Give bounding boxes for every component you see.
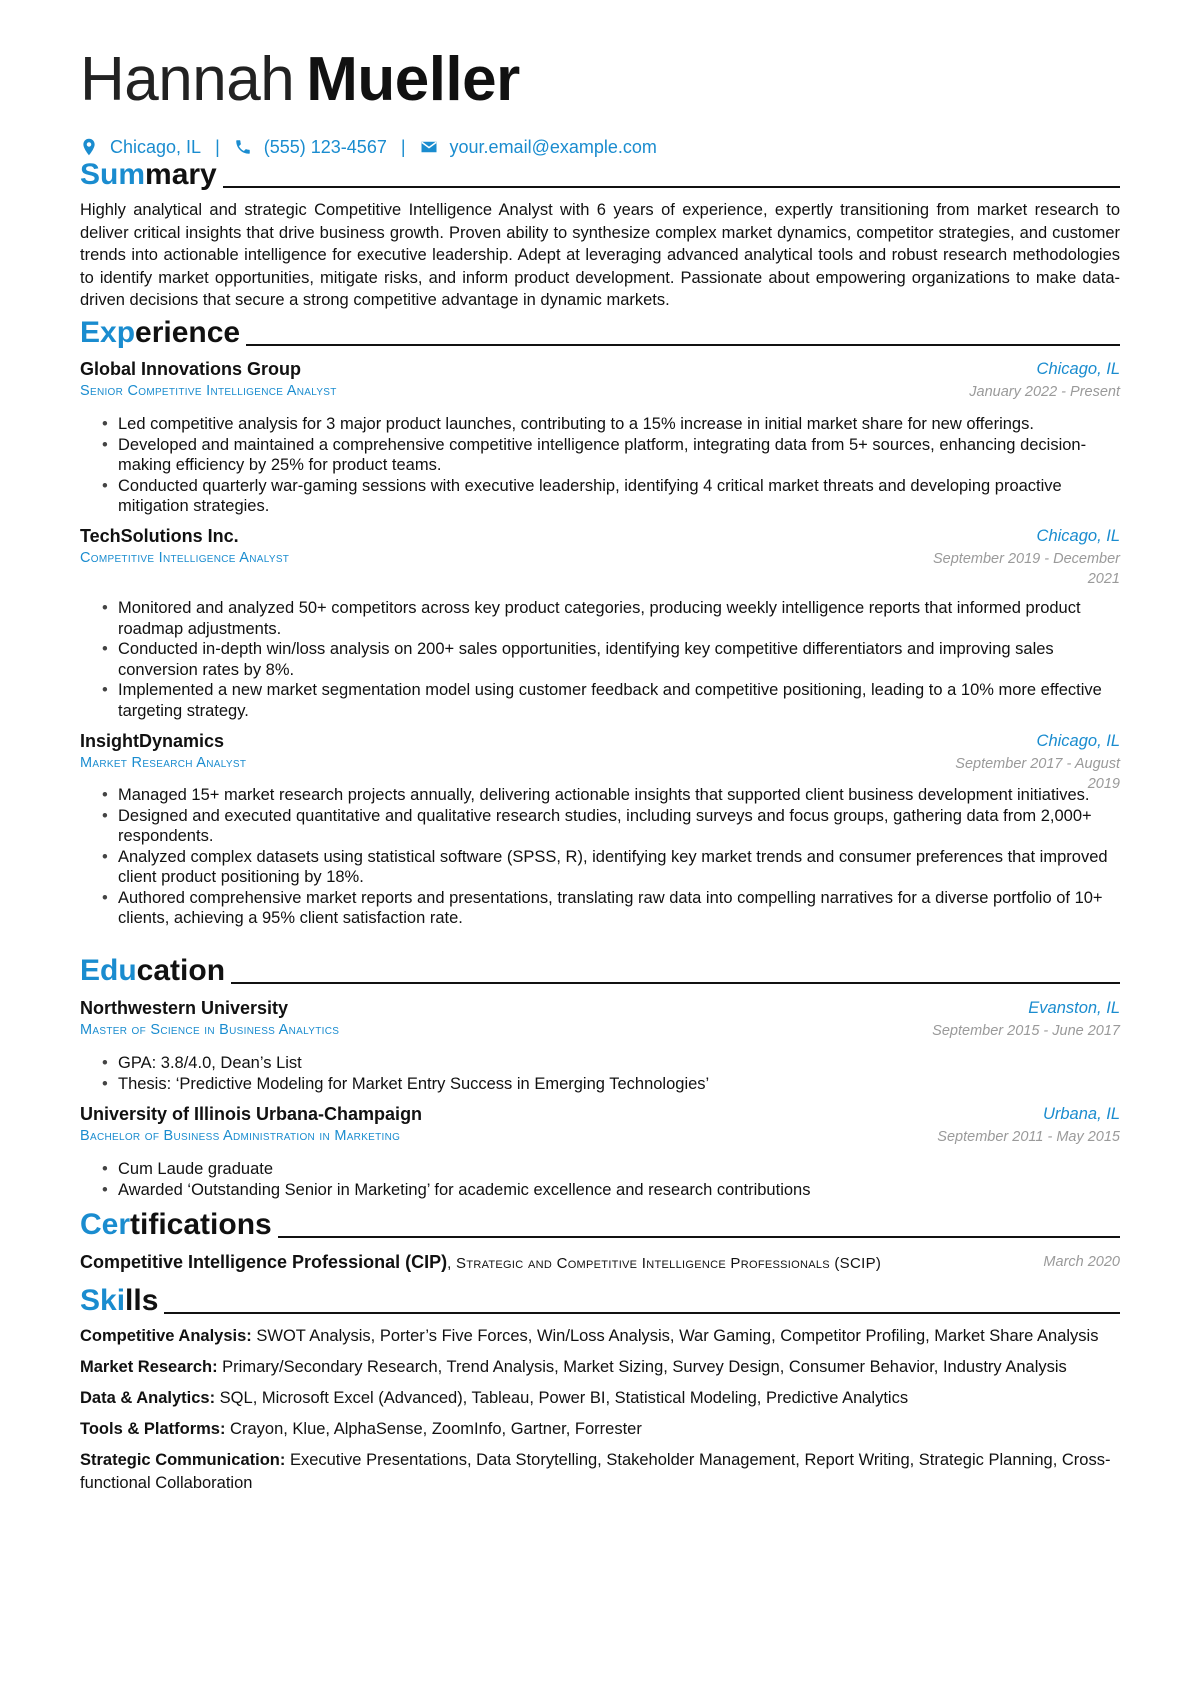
list-item: • Cum Laude graduate: [100, 1159, 1120, 1180]
certification-entry: [80, 1250, 1120, 1274]
list-item: • Conducted in-depth win/loss analysis on 200+ sales opportunities, identifying key competitive differentiators and improving sales conversion rates by 8%.: [100, 639, 1120, 680]
education-title: [80, 954, 225, 988]
education-bullets: [100, 1159, 1120, 1200]
job-location: Chicago, IL: [1036, 527, 1120, 545]
school-location: Evanston, IL: [1028, 999, 1120, 1017]
separator: |: [215, 137, 220, 157]
skill-label: Tools & Platforms:: [80, 1420, 226, 1438]
certification-name: Competitive Intelligence Professional (CIP): [80, 1252, 448, 1272]
list-item: • Designed and executed quantitative and qualitative research studies, including surveys and focus groups, gathering data from 2,000+ respondents.: [100, 806, 1120, 847]
company-name: TechSolutions Inc.: [80, 526, 239, 546]
skill-label: Competitive Analysis:: [80, 1327, 252, 1345]
list-item: • Led competitive analysis for 3 major product launches, contributing to a 15% increase in initial market share for new offerings.: [100, 414, 1120, 435]
school-dates: September 2011 - May 2015: [937, 1129, 1120, 1145]
section-heading-summary: [80, 156, 1120, 192]
list-item: • Developed and maintained a comprehensive competitive intelligence platform, integrating data from 5+ sources, enhancing decision-making efficiency by 25% for product teams.: [100, 435, 1120, 476]
skill-row: [80, 1449, 1120, 1494]
skill-value: SQL, Microsoft Excel (Advanced), Tableau, Power BI, Statistical Modeling, Predictive Analytics: [215, 1389, 909, 1407]
school-location: Urbana, IL: [1042, 1105, 1120, 1123]
company-name: InsightDynamics: [80, 731, 225, 751]
list-item: • GPA: 3.8/4.0, Dean’s List: [100, 1053, 1120, 1074]
heading-accent: Cer: [80, 1208, 131, 1241]
section-rule: [164, 1312, 1120, 1314]
job-dates: January 2022 - Present: [969, 384, 1120, 400]
candidate-name: [80, 40, 520, 120]
list-item: • Thesis: ‘Predictive Modeling for Market Entry Success in Emerging Technologies’: [100, 1074, 1120, 1095]
heading-rest: tifications: [130, 1208, 272, 1241]
list-item: • Analyzed complex datasets using statistical software (SPSS, R), identifying key market trends and consumer preferences that improved client product positioning by 18%.: [100, 847, 1120, 888]
list-item: • Awarded ‘Outstanding Senior in Marketing’ for academic excellence and research contributions: [100, 1180, 1120, 1201]
last-name: Mueller: [306, 45, 520, 114]
summary-text: Highly analytical and strategic Competitive Intelligence Analyst with 6 years of experience, expertly transitioning from market research to deliver critical insights that drive business growth. Proven ability to synthesize complex market dynamics, competitor strategies, and customer trends into actionable intelligence for executive leadership. Adept at leveraging advanced analytical tools and robust research methodologies to identify market opportunities, mitigate risks, and inform product development. Passionate about empowering organizations to make data-driven decisions that secure a strong competitive advantage in dynamic markets.: [80, 201, 1120, 309]
section-heading-certifications: [80, 1206, 1120, 1242]
heading-accent: Edu: [80, 954, 137, 987]
list-item: • Authored comprehensive market reports and presentations, translating raw data into compelling narratives for a diverse portfolio of 10+ clients, achieving a 95% client satisfaction rate.: [100, 888, 1120, 929]
summary-title: [80, 158, 217, 192]
job-title: Senior Competitive Intelligence Analyst: [80, 383, 337, 399]
company-name: Global Innovations Group: [80, 359, 302, 379]
separator: |: [400, 137, 406, 157]
job-location: Chicago, IL: [1036, 360, 1120, 378]
school-dates: September 2015 - June 2017: [932, 1023, 1120, 1039]
skill-row: [80, 1356, 1120, 1379]
heading-accent: Ski: [80, 1284, 126, 1317]
heading-rest: mary: [145, 158, 217, 191]
list-item: • Managed 15+ market research projects annually, delivering actionable insights that supported client business development initiatives.: [100, 785, 1120, 806]
list-item: • Monitored and analyzed 50+ competitors across key product categories, producing weekly intelligence reports that informed product roadmap adjustments.: [100, 598, 1120, 639]
degree: Master of Science in Business Analytics: [80, 1022, 340, 1038]
heading-accent: Exp: [80, 316, 136, 349]
skill-value: SWOT Analysis, Porter’s Five Forces, Win/Loss Analysis, War Gaming, Competitor Profiling, Market Share Analysis: [251, 1327, 1099, 1345]
skill-row: [80, 1387, 1120, 1410]
first-name: Hannah: [80, 45, 295, 114]
section-heading-skills: [80, 1282, 1120, 1318]
list-item: • Conducted quarterly war-gaming sessions with executive leadership, identifying 4 critical market threats and developing proactive mitigation strategies.: [100, 476, 1120, 517]
experience-title: [80, 316, 240, 350]
skill-label: Data & Analytics:: [80, 1389, 216, 1407]
job-title: Market Research Analyst: [80, 755, 247, 771]
skill-row: [80, 1418, 1120, 1441]
job-title: Competitive Intelligence Analyst: [80, 550, 290, 566]
job-bullets: [100, 598, 1120, 721]
heading-rest: cation: [136, 954, 226, 987]
location-text: Chicago, IL: [110, 137, 202, 157]
skill-value: Executive Presentations, Data Storytelling, Stakeholder Management, Report Writing, Strategic Planning, Cross-functional Collaboration: [80, 1451, 1111, 1492]
section-rule: [231, 982, 1120, 984]
envelope-icon: [420, 138, 438, 156]
skill-value: Crayon, Klue, AlphaSense, ZoomInfo, Gartner, Forrester: [225, 1420, 642, 1438]
job-dates: September 2017 - August 2019: [955, 756, 1120, 792]
list-item: • Implemented a new market segmentation model using customer feedback and competitive positioning, leading to a 10% more effective targeting strategy.: [100, 680, 1120, 721]
section-heading-experience: [80, 314, 1120, 350]
email-link[interactable]: your.email@example.com: [449, 137, 657, 157]
section-heading-education: [80, 952, 1120, 988]
skill-label: Market Research:: [80, 1358, 218, 1376]
section-rule: [223, 186, 1120, 188]
skills-title: [80, 1284, 158, 1318]
job-bullets: [100, 414, 1120, 517]
section-rule: [278, 1236, 1120, 1238]
school-name: University of Illinois Urbana-Champaign: [80, 1104, 423, 1124]
phone-link[interactable]: (555) 123-4567: [263, 137, 387, 157]
skill-row: [80, 1325, 1120, 1348]
certification-issuer: , Strategic and Competitive Intelligence Professionals (SCIP): [447, 1255, 882, 1272]
heading-accent: Sum: [80, 158, 146, 191]
job-dates: September 2019 - December 2021: [933, 551, 1120, 587]
resume-page: [80, 0, 1120, 1683]
job-bullets: [100, 785, 1120, 929]
heading-rest: erience: [135, 316, 241, 349]
map-pin-icon: [80, 138, 98, 156]
skill-label: Strategic Communication:: [80, 1451, 286, 1469]
certification-line: [80, 1250, 881, 1276]
education-bullets: [100, 1053, 1120, 1094]
certifications-title: [80, 1208, 272, 1242]
phone-icon: [234, 138, 252, 156]
heading-rest: lls: [125, 1284, 159, 1317]
degree: Bachelor of Business Administration in Marketing: [80, 1128, 401, 1144]
school-name: Northwestern University: [80, 998, 289, 1018]
job-location: Chicago, IL: [1036, 732, 1120, 750]
section-rule: [246, 344, 1120, 346]
certification-date: March 2020: [1043, 1254, 1120, 1270]
skill-value: Primary/Secondary Research, Trend Analysis, Market Sizing, Survey Design, Consumer Behavior, Industry Analysis: [217, 1358, 1067, 1376]
